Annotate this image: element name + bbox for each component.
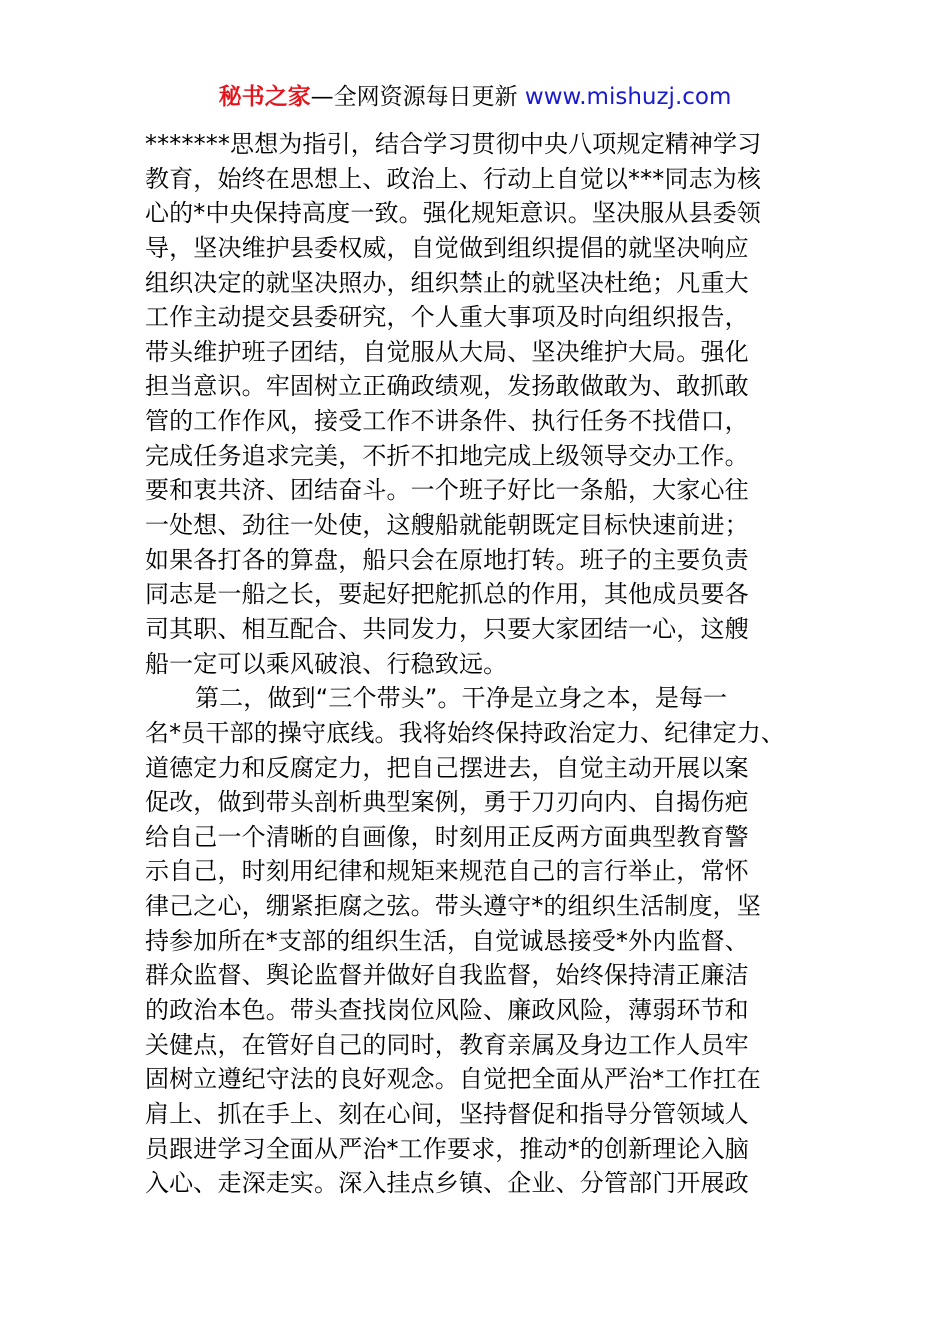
body-line: 导，坚决维护县委权威，自觉做到组织提倡的就坚决响应 [145,233,749,262]
body-line: 给自己一个清晰的自画像，时刻用正反两方面典型教育警 [145,822,749,851]
body-line: 工作主动提交县委研究，个人重大事项及时向组织报告， [145,303,749,332]
body-line: 入心、走深走实。深入挂点乡镇、企业、分管部门开展政 [145,1169,749,1198]
body-line: 员跟进学习全面从严治*工作要求，推动*的创新理论入脑 [145,1134,749,1163]
body-line: 组织决定的就坚决照办，组织禁止的就坚决杜绝；凡重大 [145,268,749,297]
body-line: 完成任务追求完美，不折不扣地完成上级领导交办工作。 [145,441,749,470]
document-body [145,127,815,1201]
body-line: 担当意识。牢固树立正确政绩观，发扬敢做敢为、敢抓敢 [145,372,749,401]
body-line: 教育，始终在思想上、政治上、行动上自觉以***同志为核 [145,164,762,193]
body-line: 促改，做到带头剖析典型案例，勇于刀刃向内、自揭伤疤 [145,788,749,817]
body-line: 同志是一船之长，要起好把舵抓总的作用，其他成员要各 [145,580,749,609]
body-line: 船一定可以乘风破浪、行稳致远。 [145,649,508,678]
body-line: 道德定力和反腐定力，把自己摆进去，自觉主动开展以案 [145,753,749,782]
body-line: 关健点，在管好自己的同时，教育亲属及身边工作人员牢 [145,1030,749,1059]
body-line: 管的工作作风，接受工作不讲条件、执行任务不找借口， [145,407,749,436]
body-line: 持参加所在*支部的组织生活，自觉诚恳接受*外内监督、 [145,926,749,955]
body-line: 名*员干部的操守底线。我将始终保持政治定力、纪律定力、 [145,718,786,747]
paragraph-start-line: 第二，做到“三个带头”。干净是立身之本，是每一 [195,684,728,713]
body-line: 带头维护班子团结，自觉服从大局、坚决维护大局。强化 [145,337,749,366]
body-line: 群众监督、舆论监督并做好自我监督，始终保持清正廉洁 [145,961,749,990]
body-line: 司其职、相互配合、共同发力，只要大家团结一心，这艘 [145,614,749,643]
body-line: 律己之心，绷紧拒腐之弦。带头遵守*的组织生活制度，坚 [145,892,761,921]
body-line: *******思想为指引，结合学习贯彻中央八项规定精神学习 [145,130,762,158]
site-url-link[interactable]: www.mishuzj.com [524,84,732,110]
body-line: 一处想、劲往一处使，这艘船就能朝既定目标快速前进； [145,511,749,540]
body-line: 肩上、抓在手上、刻在心间，坚持督促和指导分管领域人 [145,1099,749,1128]
body-line: 心的*中央保持高度一致。强化规矩意识。坚决服从县委领 [145,199,761,228]
body-line: 要和衷共济、团结奋斗。一个班子好比一条船，大家心往 [145,476,749,505]
header-tagline: —全网资源每日更新 [310,84,525,110]
body-line: 的政治本色。带头查找岗位风险、廉政风险，薄弱环节和 [145,996,749,1025]
body-line: 如果各打各的算盘，船只会在原地打转。班子的主要负责 [145,545,749,574]
body-line: 固树立遵纪守法的良好观念。自觉把全面从严治*工作扛在 [145,1065,761,1094]
body-line: 示自己，时刻用纪律和规矩来规范自己的言行举止，常怀 [145,857,749,886]
site-header [0,80,950,114]
brand-name: 秘书之家 [218,84,311,110]
